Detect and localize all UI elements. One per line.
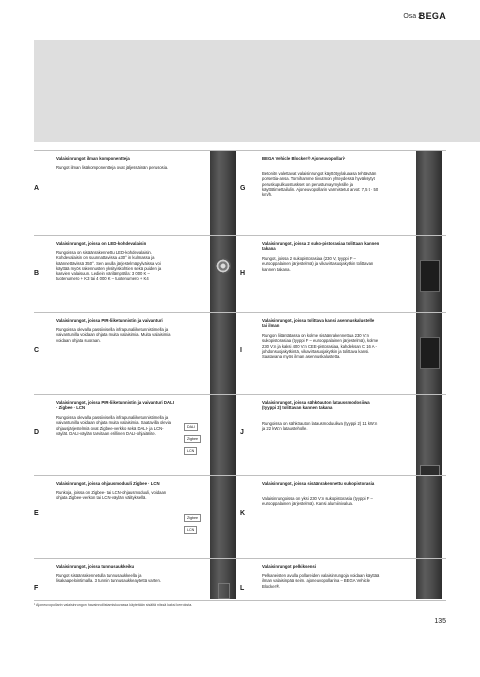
cell-title: BEGA Vehicle Blocker® Ajoneuvopollari¹ <box>262 156 346 161</box>
cell-title: Valaisinrungot, joissa on LED-kohdevalaisin <box>56 241 147 246</box>
zigbee-badge: Zigbee <box>184 514 201 522</box>
cell-body: Betonitn valettavat valaisinrungot käyttötyylaluaasa tehtävään porsettia-ansa. Tornihamme tiivutmon yhteydessä hyväksytyt peruskupulkuostuskset on perusturvayrnyksille ja käyttötimettailulin. Ajoneuvopollarin varmistetut arvot: 7,5 t · 50 km/h. <box>262 171 379 198</box>
cell-title: Valaisinrungot, joissa sähköauton lataussmodosiiwa (tyyppi 2) tolittavan kannen takana <box>262 400 370 411</box>
cell-title: Valaisinrungot, joissa tunnusaukkeiku <box>56 564 135 569</box>
catalog-row <box>34 558 446 599</box>
cell-letter: G <box>240 185 246 192</box>
cell-title: Valaisinrungot ilman komponentteja <box>56 156 130 161</box>
cell-letter: F <box>34 585 39 592</box>
cell-letter: C <box>34 347 40 354</box>
cell-title: Valaisinrungot pelkiksensi <box>262 564 316 569</box>
footer-rule <box>34 600 446 601</box>
header-banner <box>34 40 480 142</box>
cell-letter: A <box>34 185 40 192</box>
cell-body: Valaisinrungoissa on yksi 230 V:n sukopistorasia (tyyppi F – eurooppalainen järjestelmä). Kansi alumiinivalua. <box>262 496 373 507</box>
dali-badge: DALI <box>184 423 198 431</box>
pole-image <box>210 559 236 599</box>
cell-title: Valaisinrungot, joissa PIR-liiketunnistin ja vaivanturi DALI · Zigbee · LCN <box>56 400 174 411</box>
cell-title: Valaisinrungot, joissa PIR-liiketunnistin ja vaivanturi <box>56 318 163 323</box>
socket-cover-icon <box>420 260 440 292</box>
lcn-badge: LCN <box>184 526 197 534</box>
page-number: 135 <box>434 618 446 625</box>
cell-letter: B <box>34 270 40 277</box>
cell-body: Rungot ilman lisäkomponentteja ovat jäljessäinän perusosia. <box>56 165 169 170</box>
distribution-panel-icon <box>420 337 440 369</box>
led-spotlight-icon <box>215 258 231 274</box>
lcn-badge: LCN <box>184 447 197 455</box>
cell-body: Runkoja, joissa on Zigbee- tai LCN-ohjausmoduuli, voidaan ohjata Zigbee-verkon tai LCN-väylän välityksellä. <box>56 490 167 501</box>
cell-body: Rungot sisäänrakennetulla tunnusaukkeella ja lisakaapelointimalla. 3 tunnin tunnusaukkeaytettä varten. <box>56 573 161 584</box>
cell-letter: J <box>240 429 244 436</box>
cell-title: Valaisinrungot, joissa ohjausmoduuli Zigbee · LCN <box>56 481 160 486</box>
cell-letter: E <box>34 510 39 517</box>
page-header <box>0 0 480 40</box>
cell-body: Rungon liitäntätassa on kolme sisäänrakennettua 230 V:n sukopistorasiaa (tyyppi F – eurooppalainen järjestelmä), kolme 230 V:n ja kaksi 400 V:n CEE-pistorasiaa, kahdeksan C 16 A -johdonsuojakytkintä, vikavirtasuojakytkin ja tolittava kansi. Saatavana myös ilman asennuskalustetta. <box>262 333 379 360</box>
brand-logo: BEGA <box>418 11 446 21</box>
cell-body: Rungoissa olevalla passiivisella infrapunaliiketunnistimella ja vaivantunilla voidaan ohjata muita valaisimia. Muita valaisimia voidaan ohjata suoraan. <box>56 327 171 343</box>
cell-letter: K <box>240 510 246 517</box>
cell-body: Pelkaneisten avulla pollareiden valaisinrungoja voidaan käyttää ilman valaisinpää seim. ajoneuvopollarina – BEGA Vehicle Blocker®. <box>262 573 380 589</box>
cell-body: Rungoissa olevalla passiivisella infrapunaliiketunnistimella ja vaivantunilla voidaan ohjata muita valaisimia. Saatavilla olevia ohjausjärjestelmiä ovat Zigbee-verkko sekä DALI- ja LCN-väylät. DALI-väylän tarvitaan erillinen DALI-ohjaiäriite. <box>56 415 171 436</box>
cell-letter: H <box>240 270 246 277</box>
cell-body: Rungoissa on sähköauton latausmoduuliwa (tyyppi 2) 11 kW:n ja 22 kW:n latausteholle. <box>262 421 378 432</box>
cell-body: Rungoissa on sisäänrakennettu LED-kohdevalaisin. Kohdevalaisin on suunnattavissa ±30° in kulmassa ja käännettävissä 350°. Sen avulla järjestelmäpylväissa voi käyttää myös rakennusten yksityiskohtien sekä puiden ja kasvien valaisuun. Lediein värilämpötila: 3 000 K – tuotenumero + K3 tai 4 000 K – tuotenumero + K4 <box>56 250 162 282</box>
catalog-cell-f <box>34 559 240 599</box>
cell-title: Valaisinrungot, joissa 2 suko-pistorasiaa tolittaan kannen takana <box>262 241 380 252</box>
cell-title: Valaisinrungot, joissa tolittava kansi asennuskalustelle tai ilman <box>262 318 375 329</box>
section-label: Osa 2 <box>403 13 422 20</box>
cell-letter: D <box>34 429 40 436</box>
pole-image <box>416 559 442 599</box>
cell-letter: I <box>240 347 242 354</box>
cell-body: Rungot, joissa 2 sukopistorasiaa (230 V, tyyppi F – eurooppalainen järjestelmä) ja vikavirtasuojakytkin tolittavan kannen takana. <box>262 256 374 272</box>
cell-title: Valaisinrungot, joissa sisäänrakennettu sukopistorasia <box>262 481 375 486</box>
catalog-cell-l <box>240 559 446 599</box>
footnote: ¹ Ajoneuvopollarin valaisinrungon havainnollistamiskuvassa käytetään sisältä niissä kaksi kerroksta. <box>34 603 193 607</box>
zigbee-badge: Zigbee <box>184 435 201 443</box>
emergency-light-icon <box>218 583 230 599</box>
cell-letter: L <box>240 585 245 592</box>
